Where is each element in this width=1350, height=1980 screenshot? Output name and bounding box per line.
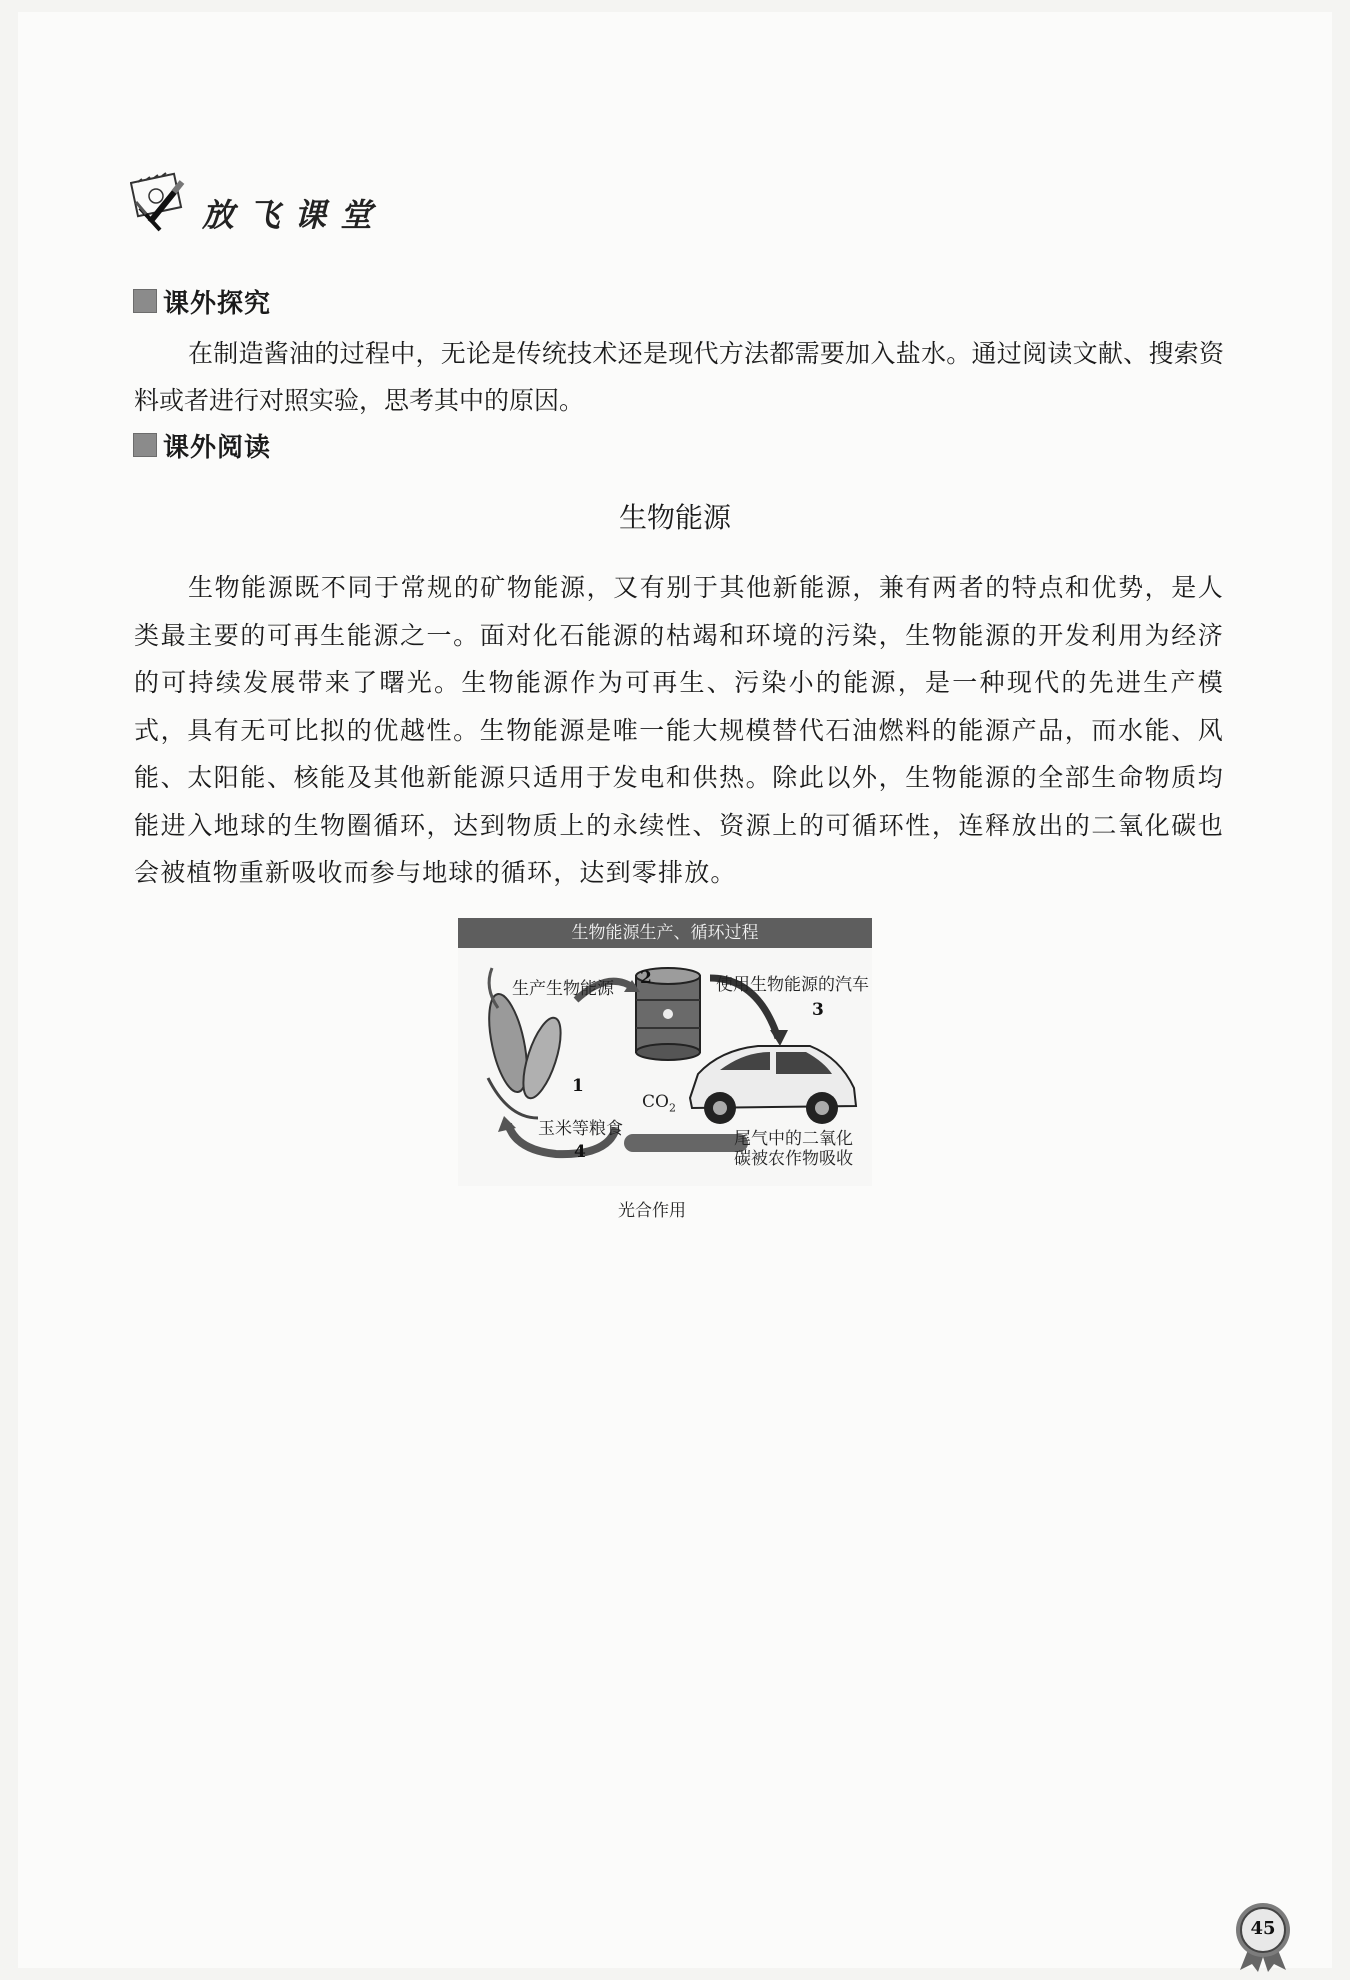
article-body: 生物能源既不同于常规的矿物能源，又有别于其他新能源，兼有两者的特点和优势，是人类最主要的可再生能源之一。面对化石能源的枯竭和环境的污染，生物能源的开发利用为经济的可持续发展带来了曙光。生物能源作为可再生、污染小的能源，是一种现代的先进生产模式，具有无可比拟的优越性。生物能源是唯一能大规模替代石油燃料的能源产品，而水能、风能、太阳能、核能及其他新能源只适用于发电和供热。除此以外，生物能源的全部生命物质均能进入地球的生物圈循环，达到物质上的永续性、资源上的可循环性，连释放出的二氧化碳也会被植物重新吸收而参与地球的循环，达到零排放。 (134, 573, 1224, 887)
cycle-illustration (458, 918, 872, 1228)
label-corn-grain: 玉米等粮食 (538, 1119, 623, 1139)
article-title: 生物能源 (618, 501, 731, 534)
step-number-1: 1 (572, 1076, 584, 1096)
label-co2: $CO_2$ (642, 1092, 676, 1115)
label-exhaust-line1: 尾气中的二氧化 (734, 1129, 853, 1149)
section-heading-label: 课外探究 (163, 288, 272, 319)
brand-title: 放飞课堂 (202, 196, 387, 234)
car-icon (690, 1046, 856, 1124)
section-heading-reading (133, 428, 271, 462)
label-produce-bioenergy: 生产生物能源 (512, 979, 614, 999)
step-number-4: 4 (574, 1142, 586, 1162)
notebook-pencil-icon (130, 172, 210, 236)
page (18, 12, 1332, 1968)
page-header (130, 170, 430, 240)
square-marker-icon (133, 289, 157, 313)
inquiry-paragraph: 在制造酱油的过程中，无论是传统技术还是现代方法都需要加入盐水。通过阅读文献、搜索资料或者进行对照实验，思考其中的原因。 (134, 339, 1224, 415)
section-heading-inquiry (133, 284, 271, 318)
label-exhaust-line2: 碳被农作物吸收 (734, 1149, 853, 1169)
step-number-2: 2 (640, 968, 652, 988)
section-heading-label: 课外阅读 (163, 432, 272, 463)
square-marker-icon (133, 433, 157, 457)
label-bioenergy-car: 使用生物能源的汽车 (716, 975, 869, 995)
label-photosynthesis: 光合作用 (618, 1201, 686, 1221)
bioenergy-cycle-figure (458, 918, 872, 1228)
page-number: 45 (1250, 1918, 1276, 1939)
figure-title: 生物能源生产、循环过程 (571, 923, 759, 943)
step-number-3: 3 (812, 1000, 824, 1020)
